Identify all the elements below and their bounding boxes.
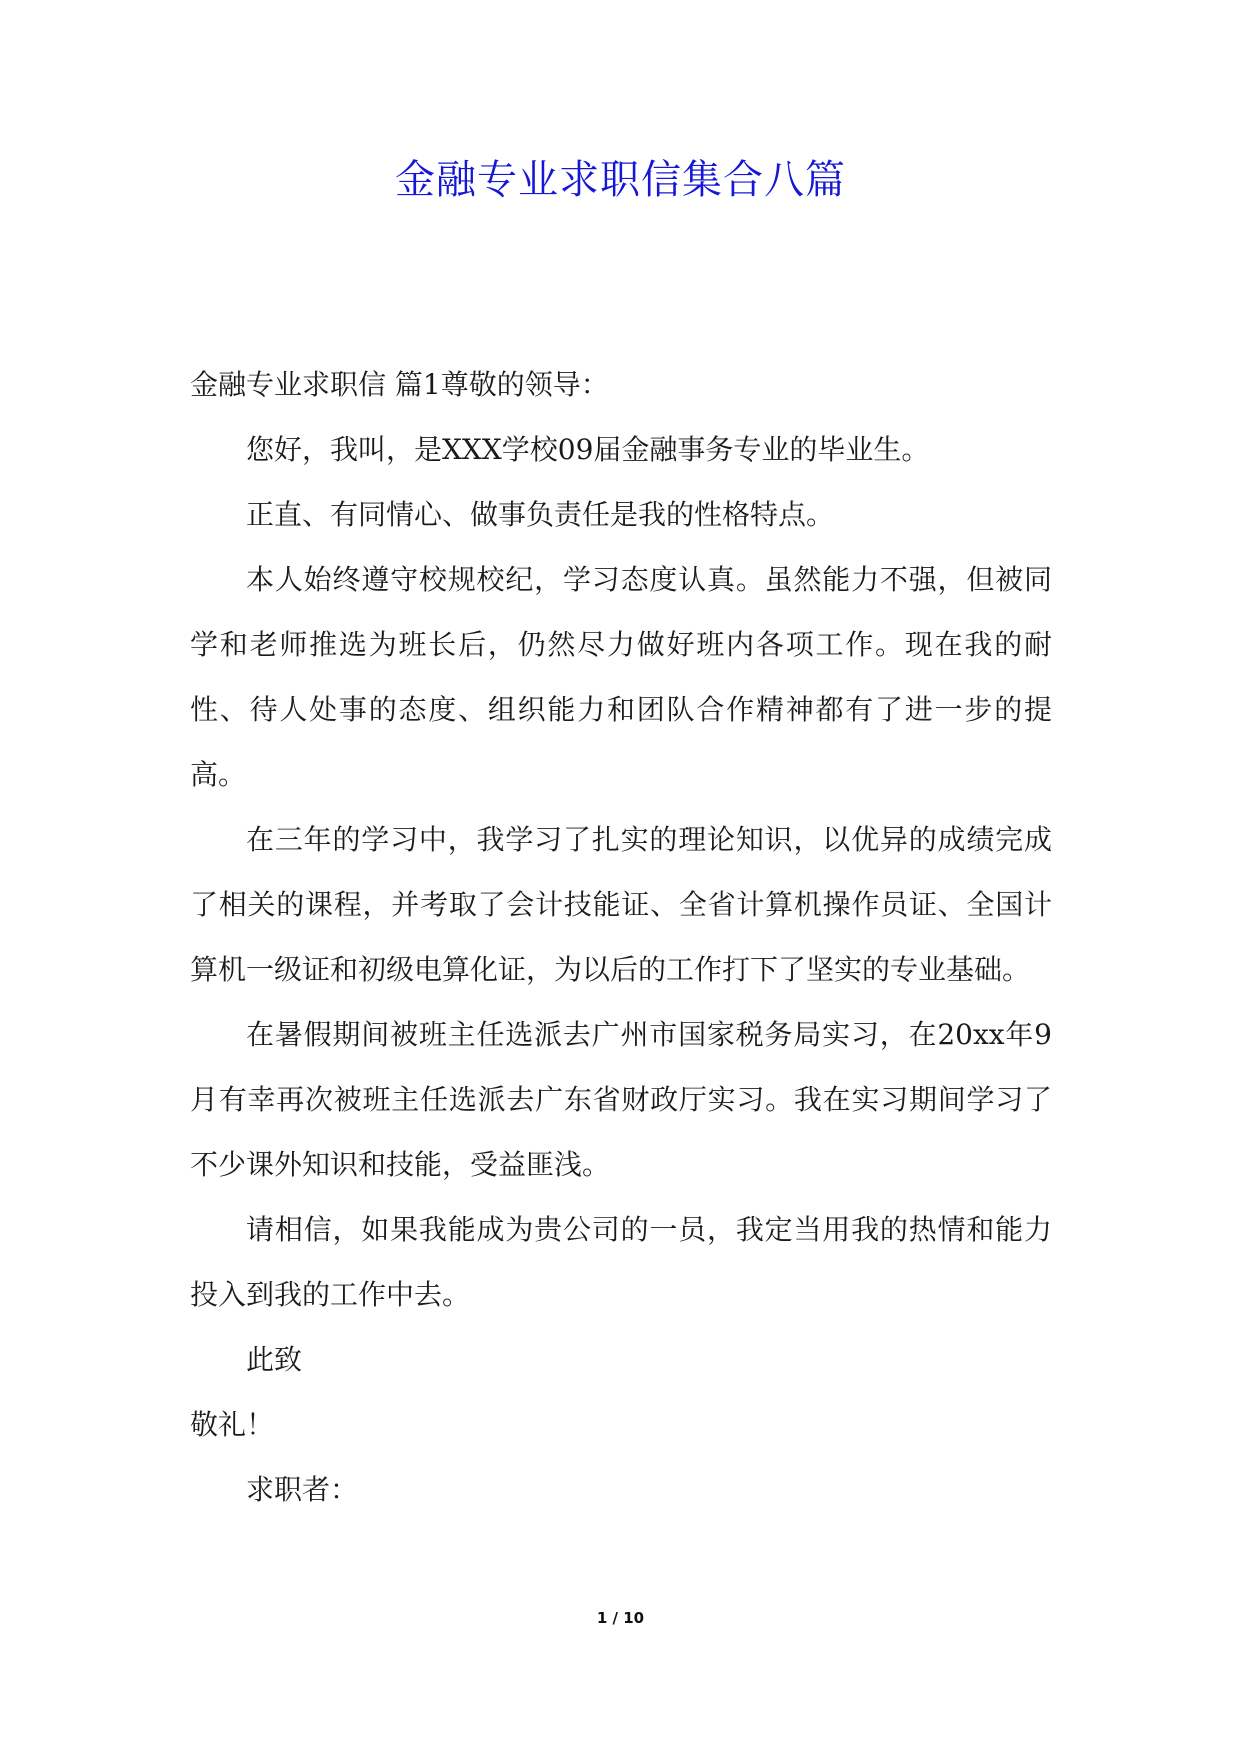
paragraph-internship: 在暑假期间被班主任选派去广州市国家税务局实习，在20xx年9月有幸再次被班主任选派去广东省财政厅实习。我在实习期间学习了不少课外知识和技能，受益匪浅。 — [190, 1018, 1052, 1181]
paragraph-signature: 求职者： — [246, 1473, 359, 1506]
paragraph-personality: 正直、有同情心、做事负责任是我的性格特点。 — [246, 498, 835, 531]
paragraph-commitment: 请相信，如果我能成为贵公司的一员，我定当用我的热情和能力投入到我的工作中去。 — [190, 1213, 1052, 1311]
document-body — [190, 352, 1052, 1522]
paragraph-closing: 此致 — [246, 1343, 303, 1376]
paragraph-conduct: 本人始终遵守校规校纪，学习态度认真。虽然能力不强，但被同学和老师推选为班长后，仍然尽力做好班内各项工作。现在我的耐性、待人处事的态度、组织能力和团队合作精神都有了进一步的提高。 — [190, 563, 1052, 791]
paragraph-intro: 您好，我叫，是XXX学校09届金融事务专业的毕业生。 — [246, 433, 930, 466]
paragraph-greeting: 金融专业求职信 篇1尊敬的领导： — [190, 368, 609, 401]
paragraph-salute: 敬礼！ — [190, 1408, 275, 1441]
document-title: 金融专业求职信集合八篇 — [395, 157, 846, 203]
paragraph-study: 在三年的学习中，我学习了扎实的理论知识，以优异的成绩完成了相关的课程，并考取了会计技能证、全省计算机操作员证、全国计算机一级证和初级电算化证，为以后的工作打下了坚实的专业基础。 — [190, 823, 1052, 986]
page-indicator: 1 / 10 — [596, 1609, 645, 1627]
